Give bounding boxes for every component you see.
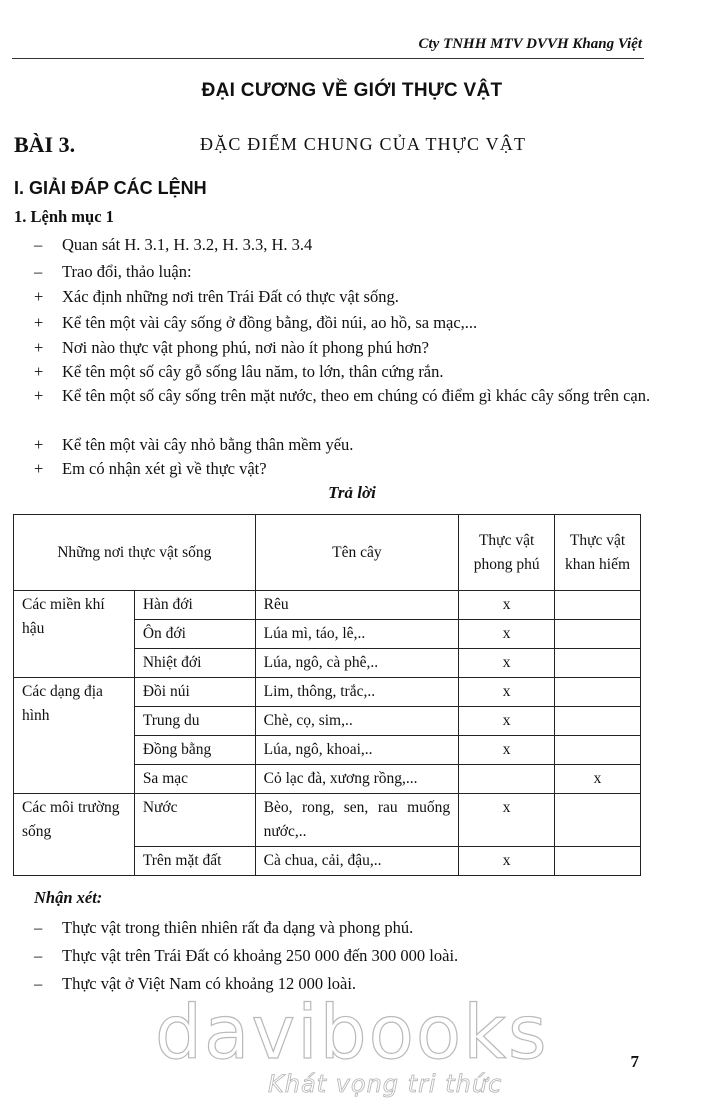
page-number: 7 (630, 1052, 639, 1071)
rich-mark: x (459, 649, 555, 678)
sub-heading: 1. Lệnh mục 1 (14, 207, 114, 226)
watermark-logo: davibooks (155, 990, 549, 1076)
answer-table (13, 514, 641, 876)
instruction-item (34, 360, 674, 384)
plant-names: Lúa, ngô, cà phê,.. (255, 649, 459, 678)
instruction-text: Quan sát H. 3.1, H. 3.2, H. 3.3, H. 3.4 (62, 235, 313, 254)
instruction-text: Trao đổi, thảo luận: (62, 262, 192, 281)
rich-mark: x (459, 678, 555, 707)
instruction-text: Em có nhận xét gì về thực vật? (62, 459, 267, 478)
instruction-item (34, 457, 674, 481)
sub-region: Nước (134, 794, 255, 847)
instruction-text: Kể tên một vài cây nhỏ bằng thân mềm yếu. (62, 435, 354, 454)
table-row (14, 678, 641, 707)
instruction-item (34, 384, 674, 408)
list-bullet: – (34, 235, 43, 254)
sub-region: Trên mặt đất (134, 847, 255, 876)
note-text: Thực vật ở Việt Nam có khoảng 12 000 loài. (62, 974, 357, 993)
plant-names: Lúa, ngô, khoai,.. (255, 736, 459, 765)
rich-mark: x (459, 707, 555, 736)
list-bullet: + (34, 386, 44, 405)
rich-mark: x (459, 736, 555, 765)
sub-region: Đồng bằng (134, 736, 255, 765)
list-bullet: – (34, 262, 43, 281)
note-text: Thực vật trên Trái Đất có khoảng 250 000 đến 300 000 loài. (62, 946, 459, 965)
list-bullet: – (34, 946, 43, 965)
list-bullet: + (34, 459, 44, 478)
watermark-tagline: Khát vọng tri thức (268, 1070, 503, 1098)
instruction-item (34, 285, 674, 309)
plant-names: Lim, thông, trắc,.. (255, 678, 459, 707)
list-bullet: + (34, 287, 44, 306)
rich-mark: x (459, 620, 555, 649)
instruction-item (34, 433, 674, 457)
instruction-text: Kể tên một số cây sống trên mặt nước, theo em chúng có điểm gì khác cây sống trên cạn. (62, 386, 651, 405)
list-bullet: – (34, 974, 43, 993)
rich-mark: x (459, 591, 555, 620)
header-plants: Tên cây (255, 515, 459, 591)
lesson-label: BÀI 3. (14, 132, 76, 157)
header-rare: Thực vật khan hiếm (555, 515, 641, 591)
rich-mark: x (459, 794, 555, 847)
list-bullet: + (34, 313, 44, 332)
instruction-text: Nơi nào thực vật phong phú, nơi nào ít phong phú hơn? (62, 338, 429, 357)
group-name: Các môi trường sống (14, 794, 135, 876)
instruction-item (34, 260, 674, 284)
note-item (34, 916, 674, 940)
rare-mark (555, 591, 641, 620)
instruction-item (34, 311, 674, 335)
running-header: Cty TNHH MTV DVVH Khang Việt (418, 36, 642, 52)
instruction-item (34, 233, 674, 257)
group-name: Các dạng địa hình (14, 678, 135, 794)
plant-names: Chè, cọ, sim,.. (255, 707, 459, 736)
table-row (14, 591, 641, 620)
note-item (34, 944, 674, 968)
rich-mark (459, 765, 555, 794)
rare-mark: x (555, 765, 641, 794)
header-places: Những nơi thực vật sống (14, 515, 256, 591)
sub-region: Hàn đới (134, 591, 255, 620)
sub-region: Nhiệt đới (134, 649, 255, 678)
table-header-row (14, 515, 641, 591)
instruction-text: Xác định những nơi trên Trái Đất có thực vật sống. (62, 287, 399, 306)
plant-names: Rêu (255, 591, 459, 620)
list-bullet: – (34, 918, 43, 937)
sub-region: Đồi núi (134, 678, 255, 707)
answer-heading: Trả lời (328, 483, 376, 502)
chapter-title: ĐẠI CƯƠNG VỀ GIỚI THỰC VẬT (201, 80, 503, 101)
rare-mark (555, 678, 641, 707)
header-rule (12, 58, 644, 59)
header-rich: Thực vật phong phú (459, 515, 555, 591)
lesson-title: ĐẶC ĐIỂM CHUNG CỦA THỰC VẬT (200, 134, 527, 154)
instruction-text: Kể tên một số cây gỗ sống lâu năm, to lớn, thân cứng rắn. (62, 362, 444, 381)
instruction-item (34, 336, 674, 360)
sub-region: Trung du (134, 707, 255, 736)
rare-mark (555, 847, 641, 876)
instruction-text: Kể tên một vài cây sống ở đồng bằng, đồi núi, ao hồ, sa mạc,... (62, 313, 478, 332)
plant-names: Lúa mì, táo, lê,.. (255, 620, 459, 649)
list-bullet: + (34, 362, 44, 381)
rare-mark (555, 649, 641, 678)
group-name: Các miền khí hậu (14, 591, 135, 678)
sub-region: Sa mạc (134, 765, 255, 794)
rare-mark (555, 620, 641, 649)
note-text: Thực vật trong thiên nhiên rất đa dạng và phong phú. (62, 918, 414, 937)
plant-names: Cỏ lạc đà, xương rồng,... (255, 765, 459, 794)
rare-mark (555, 736, 641, 765)
list-bullet: + (34, 435, 44, 454)
table-row (14, 794, 641, 847)
rare-mark (555, 707, 641, 736)
plant-names: Bèo, rong, sen, rau muống nước,.. (255, 794, 459, 847)
plant-names: Cà chua, cải, đậu,.. (255, 847, 459, 876)
notes-heading: Nhận xét: (34, 888, 103, 907)
sub-region: Ôn đới (134, 620, 255, 649)
section-heading: I. GIẢI ĐÁP CÁC LỆNH (14, 178, 207, 198)
rare-mark (555, 794, 641, 847)
list-bullet: + (34, 338, 44, 357)
rich-mark: x (459, 847, 555, 876)
